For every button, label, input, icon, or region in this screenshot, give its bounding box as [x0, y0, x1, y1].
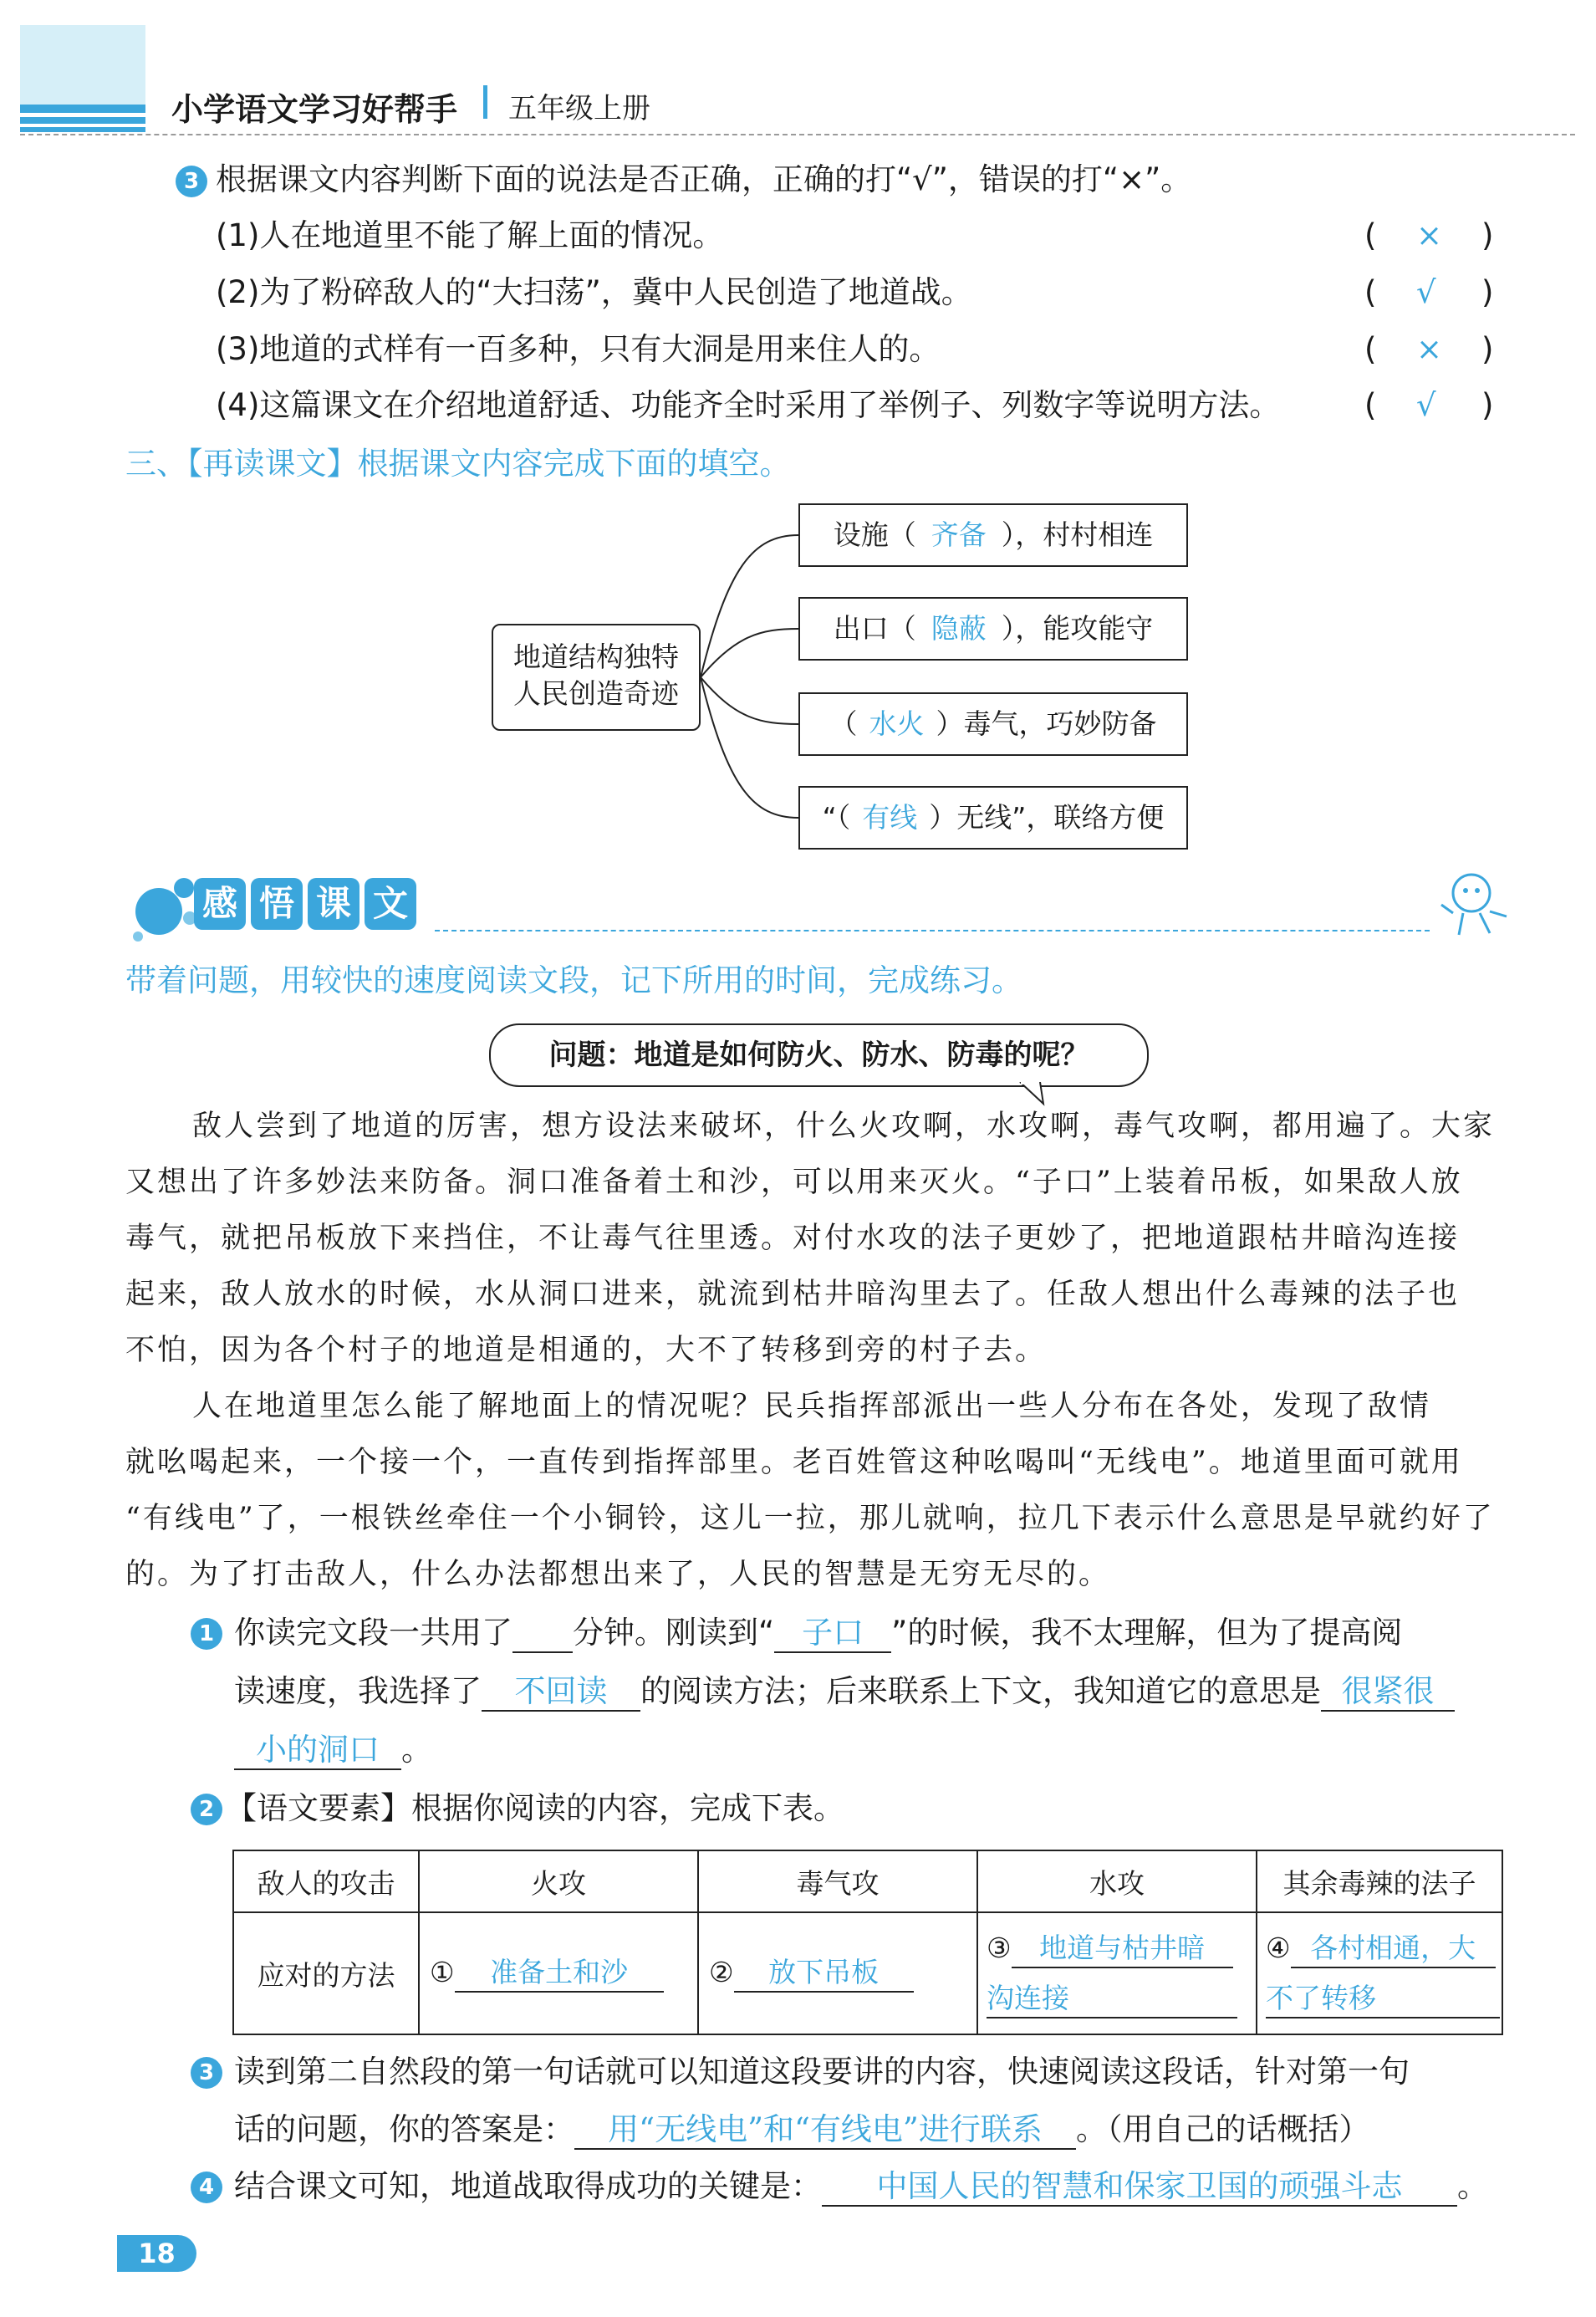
paren-close: ) [1481, 387, 1494, 423]
time-blank[interactable] [512, 1615, 573, 1653]
passage-line: 又想出了许多妙法来防备。洞口准备着土和沙，可以用来灭火。“子口”上装着吊板，如果敌人放 [125, 1166, 1463, 1199]
mindmap-center-line-2: 人民创造奇迹 [513, 677, 679, 710]
page-number: 18 [117, 2235, 196, 2272]
answer-blank[interactable]: 很紧很 [1321, 1673, 1455, 1712]
judge-item-4: (4)这篇课文在介绍地道舒适、功能齐全时采用了举例子、列数字等说明方法。 [216, 387, 1281, 423]
answer-table [232, 1850, 1503, 2035]
exercise-4-line: 结合课文可知，地道战取得成功的关键是： 中国人民的智慧和保家卫国的顽强斗志 。 [234, 2166, 1488, 2207]
exercise-3-line-2: 话的问题，你的答案是： 用“无线电”和“有线电”进行联系 。（用自己的话概括） [234, 2109, 1370, 2151]
mindmap-branch-4: “（ 有线 ）无线”，联络方便 [798, 786, 1188, 850]
paren-open: ( [1364, 387, 1377, 423]
judge-prompt: 根据课文内容判断下面的说法是否正确，正确的打“√”，错误的打“×”。 [216, 161, 1192, 197]
exercise-1-line-2: 读速度，我选择了 不回读 的阅读方法；后来联系上下文，我知道它的意思是 很紧很 [234, 1671, 1455, 1712]
answer-blank[interactable]: 小的洞口 [234, 1732, 401, 1770]
branch-answer: 水火 [869, 707, 925, 740]
exercise-1-line-1: 你读完文段一共用了 分钟。刚读到“ 子口 ”的时候，我不太理解，但为了提高阅 [234, 1612, 1402, 1654]
passage-line: 人在地道里怎么能了解地面上的情况呢？民兵指挥部派出一些人分布在各处，发现了敌情 [192, 1390, 1432, 1423]
answer-mark: × [1416, 217, 1443, 253]
answer-blank[interactable]: 子口 [774, 1615, 891, 1653]
question-number-badge: 2 [191, 1794, 222, 1825]
passage-line: 敌人尝到了地道的厉害，想方设法来破坏，什么火攻啊，水攻啊，毒气攻啊，都用遍了。大家 [192, 1110, 1496, 1143]
paren-open: ( [1364, 331, 1377, 367]
mindmap-connectors [0, 0, 1596, 920]
mindmap-branch-2: 出口（ 隐蔽 ），能攻能守 [798, 597, 1188, 661]
branch-answer: 有线 [862, 801, 918, 834]
mindmap-branch-3: （ 水火 ）毒气，巧妙防备 [798, 692, 1188, 756]
answer-blank[interactable]: 中国人民的智慧和保家卫国的顽强斗志 [822, 2168, 1457, 2207]
answer-blank: 不了转移 [1266, 1980, 1500, 2018]
answer-blank[interactable]: 用“无线电”和“有线电”进行联系 [574, 2111, 1076, 2150]
passage-line: 就吆喝起来，一个接一个，一直传到指挥部里。老百姓管这种吆喝叫“无线电”。地道里面可就用 [125, 1446, 1463, 1479]
mindmap-branch-1: 设施（ 齐备 ），村村相连 [798, 503, 1188, 567]
table-cell[interactable]: ③ 地道与枯井暗 沟连接 [977, 1912, 1257, 2034]
passage-line: “有线电”了，一根铁丝牵住一个小铜铃，这儿一拉，那儿就响，拉几下表示什么意思是早就约好了 [125, 1502, 1495, 1535]
passage-line: 毒气，就把吊板放下来挡住，不让毒气往里透。对付水攻的法子更妙了，把地道跟枯井暗沟连接 [125, 1222, 1461, 1255]
exercise-2-prompt: 【语文要素】根据你阅读的内容，完成下表。 [226, 1790, 844, 1826]
answer-blank: 地道与枯井暗 [1012, 1930, 1233, 1968]
paren-close: ) [1481, 217, 1494, 253]
table-header: 火攻 [419, 1850, 698, 1912]
answer-mark: × [1416, 331, 1443, 367]
bubble-decoration-icon [121, 870, 205, 945]
judge-item-1: (1)人在地道里不能了解上面的情况。 [216, 217, 724, 253]
paren-open: ( [1364, 217, 1377, 253]
table-cell[interactable]: ② 放下吊板 [698, 1912, 977, 2034]
mindmap-center [492, 624, 701, 731]
table-header: 毒气攻 [698, 1850, 977, 1912]
question-bubble: 问题：地道是如何防火、防水、防毒的呢？ [489, 1023, 1149, 1087]
passage-line: 不怕，因为各个村子的地道是相通的，大不了转移到旁的村子去。 [125, 1334, 1048, 1367]
passage-line: 起来，敌人放水的时候，水从洞口进来，就流到枯井暗沟里去了。任敌人想出什么毒辣的法子也 [125, 1278, 1461, 1311]
question-number-badge: 3 [191, 2057, 222, 2089]
passage-line: 的。为了打击敌人，什么办法都想出来了，人民的智慧是无穷无尽的。 [125, 1558, 1111, 1591]
section-title: 三、【再读课文】根据课文内容完成下面的填空。 [125, 446, 791, 482]
table-cell[interactable]: ① 准备土和沙 [419, 1912, 698, 2034]
table-row-label: 应对的方法 [233, 1912, 419, 2034]
question-number-badge: 3 [176, 166, 207, 197]
table-header: 其余毒辣的法子 [1257, 1850, 1502, 1912]
answer-mark: √ [1416, 387, 1436, 423]
paren-close: ) [1481, 331, 1494, 367]
answer-blank[interactable]: 不回读 [482, 1673, 640, 1712]
cartoon-kid-icon [1430, 861, 1522, 945]
branch-answer: 隐蔽 [931, 612, 987, 645]
branch-answer: 齐备 [931, 518, 987, 551]
header-title: 小学语文学习好帮手 [171, 91, 458, 128]
judge-item-2: (2)为了粉碎敌人的“大扫荡”，冀中人民创造了地道战。 [216, 274, 972, 310]
table-header: 水攻 [977, 1850, 1257, 1912]
table-row-label: 敌人的攻击 [233, 1850, 419, 1912]
answer-blank: 各村相通，大 [1291, 1930, 1496, 1968]
paren-open: ( [1364, 274, 1377, 310]
paren-close: ) [1481, 274, 1494, 310]
banner-dotted-rule [435, 930, 1430, 931]
question-number-badge: 1 [191, 1618, 222, 1650]
answer-blank: 放下吊板 [734, 1954, 914, 1993]
answer-mark: √ [1416, 274, 1436, 310]
perception-instruction: 带着问题，用较快的速度阅读文段，记下所用的时间，完成练习。 [125, 962, 1022, 998]
answer-blank: 准备土和沙 [455, 1954, 664, 1993]
exercise-3-line-1: 读到第二自然段的第一句话就可以知道这段要讲的内容，快速阅读这段话，针对第一句 [234, 2054, 1410, 2090]
question-number-badge: 4 [191, 2172, 222, 2203]
passage [125, 1099, 1513, 1603]
answer-blank: 沟连接 [987, 1980, 1237, 2018]
perception-title: 感 悟 课 文 [194, 878, 416, 936]
exercise-1-line-3: 小的洞口 。 [234, 1729, 432, 1771]
table-cell[interactable]: ④ 各村相通，大 不了转移 [1257, 1912, 1502, 2034]
header-grade: 五年级上册 [508, 92, 650, 125]
judge-item-3: (3)地道的式样有一百多种，只有大洞是用来住人的。 [216, 331, 941, 367]
mindmap-center-line-1: 地道结构独特 [513, 640, 679, 673]
